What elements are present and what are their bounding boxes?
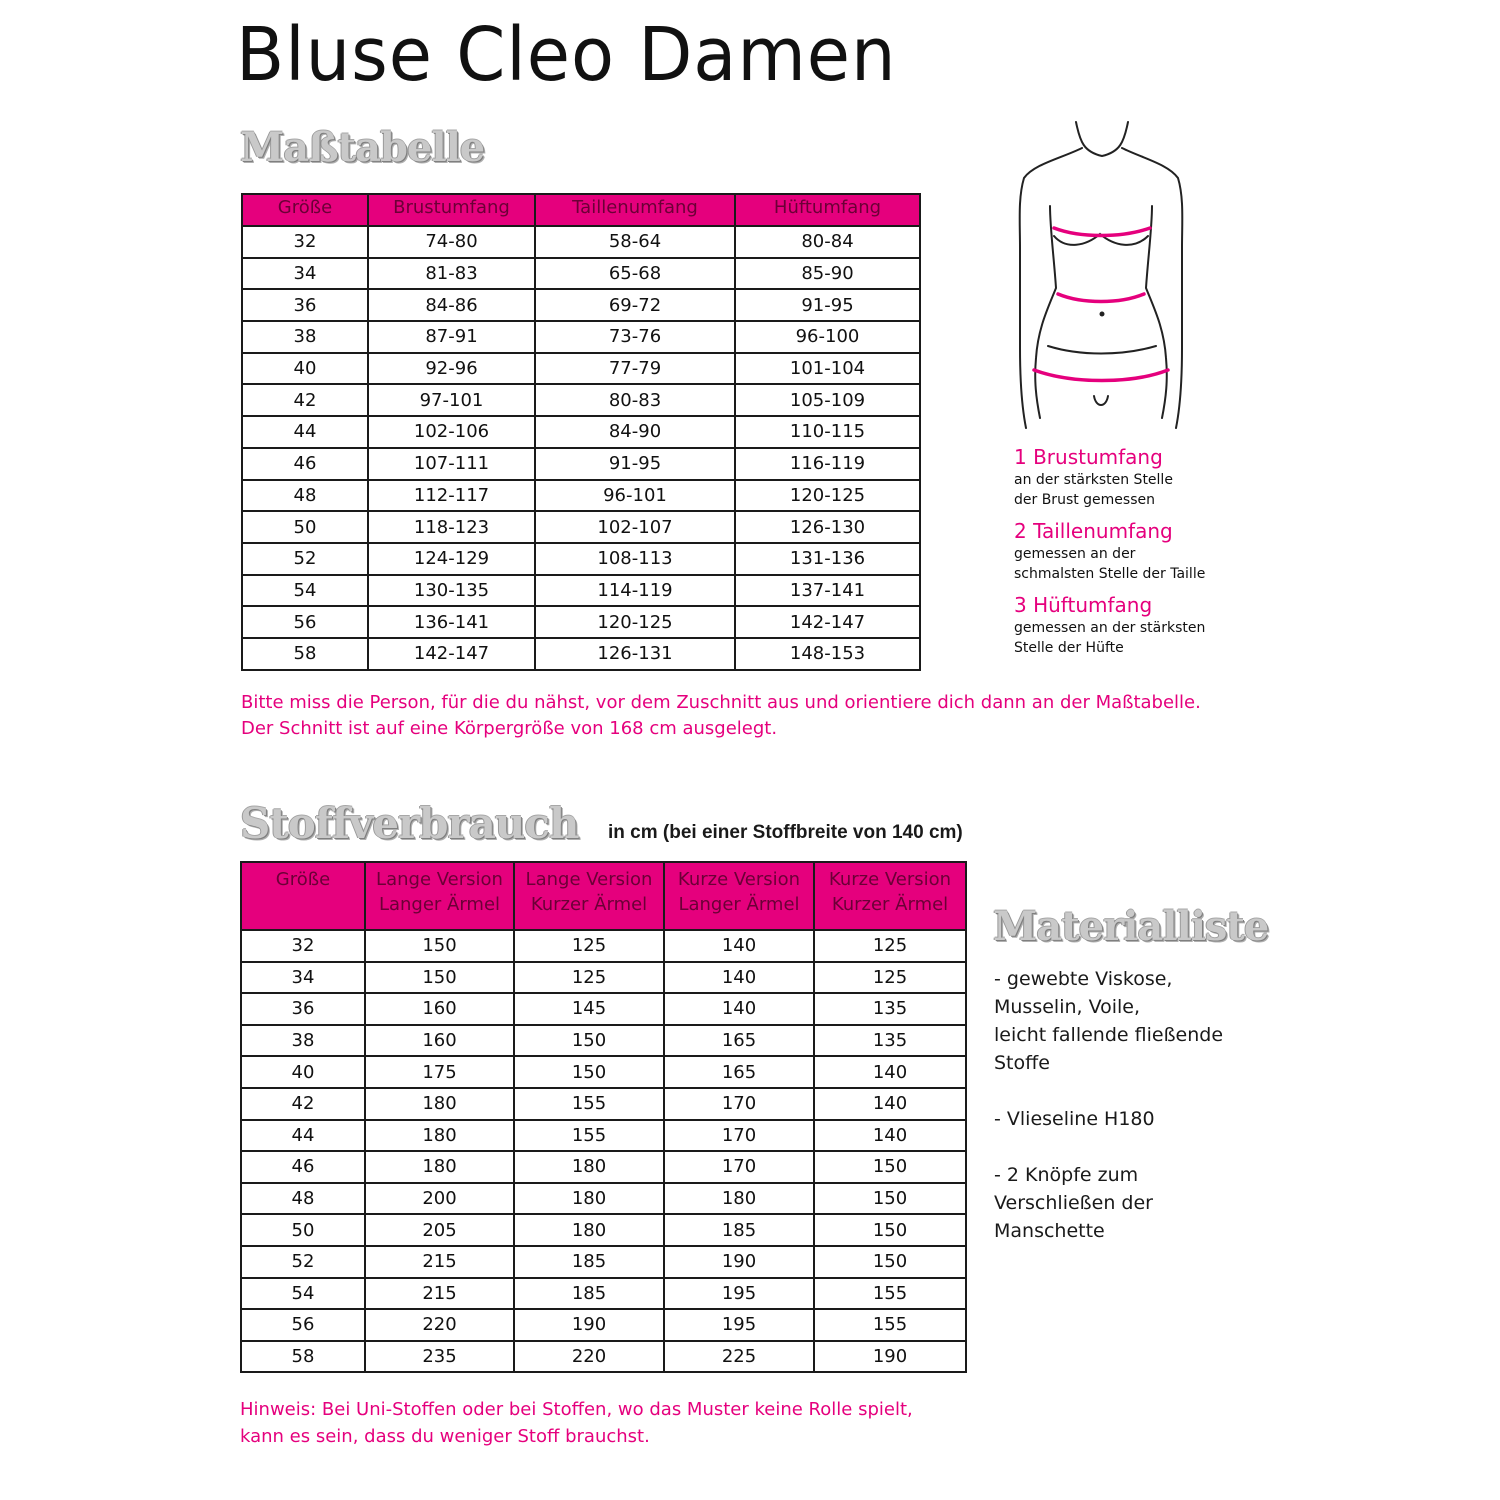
size-chart-row-cell: 84-86 bbox=[368, 289, 535, 321]
fabric-chart-row-cell: 155 bbox=[514, 1088, 664, 1120]
fabric-chart-row-cell: 220 bbox=[514, 1341, 664, 1373]
fabric-chart-unit-note: in cm (bei einer Stoffbreite von 140 cm) bbox=[608, 822, 963, 843]
size-chart-row-cell: 34 bbox=[242, 258, 368, 290]
size-chart-row-cell: 91-95 bbox=[735, 289, 920, 321]
legend-item-desc: schmalsten Stelle der Taille bbox=[1014, 566, 1206, 582]
page-title: Bluse Cleo Damen bbox=[236, 12, 897, 98]
size-chart-row-cell: 48 bbox=[242, 480, 368, 512]
fabric-chart-row bbox=[241, 1088, 966, 1120]
fabric-chart-row-cell: 200 bbox=[365, 1183, 514, 1215]
fabric-chart-row-cell: 50 bbox=[241, 1214, 365, 1246]
fabric-chart-table bbox=[240, 861, 967, 1373]
fabric-chart-row-cell: 155 bbox=[814, 1278, 966, 1310]
fabric-chart-row-cell: 140 bbox=[664, 930, 814, 962]
size-chart-row bbox=[242, 226, 920, 258]
fabric-header-line: Kurzer Ärmel bbox=[530, 894, 648, 915]
legend-item-desc: gemessen an der stärksten bbox=[1014, 620, 1206, 636]
waistband-outline bbox=[1048, 346, 1156, 354]
size-chart-note-line: Der Schnitt ist auf eine Körpergröße von 168 cm ausgelegt. bbox=[241, 718, 778, 739]
fabric-chart-row-cell: 180 bbox=[664, 1183, 814, 1215]
fabric-chart-row-cell: 180 bbox=[365, 1151, 514, 1183]
fabric-chart-row-cell: 150 bbox=[814, 1246, 966, 1278]
fabric-chart-row-cell: 150 bbox=[514, 1025, 664, 1057]
fabric-chart-row bbox=[241, 1214, 966, 1246]
fabric-chart-row-cell: 125 bbox=[814, 930, 966, 962]
fabric-chart-row-cell: 34 bbox=[241, 962, 365, 994]
size-chart-row-cell: 148-153 bbox=[735, 638, 920, 670]
fabric-header-line: Lange Version bbox=[525, 869, 653, 890]
fabric-chart-row-cell: 170 bbox=[664, 1151, 814, 1183]
size-chart-row-cell: 105-109 bbox=[735, 384, 920, 416]
fabric-chart-row-cell: 135 bbox=[814, 1025, 966, 1057]
fabric-header-line: Kurzer Ärmel bbox=[831, 894, 949, 915]
size-chart-heading: Maßtabelle bbox=[240, 124, 485, 171]
legend-item-desc: Stelle der Hüfte bbox=[1014, 640, 1124, 656]
size-chart-row-cell: 97-101 bbox=[368, 384, 535, 416]
fabric-chart-row-cell: 170 bbox=[664, 1088, 814, 1120]
size-chart-row-cell: 77-79 bbox=[535, 353, 735, 385]
fabric-chart-row-cell: 180 bbox=[365, 1120, 514, 1152]
fabric-chart-row bbox=[241, 1183, 966, 1215]
left-torso-outline bbox=[1035, 206, 1056, 418]
size-chart-row-cell: 80-84 bbox=[735, 226, 920, 258]
fabric-chart-row-cell: 58 bbox=[241, 1341, 365, 1373]
fabric-chart-row-cell: 190 bbox=[664, 1246, 814, 1278]
fabric-chart-header-cell bbox=[241, 862, 365, 930]
size-chart-row-cell: 74-80 bbox=[368, 226, 535, 258]
fabric-chart-row-cell: 155 bbox=[814, 1309, 966, 1341]
fabric-chart-row-cell: 46 bbox=[241, 1151, 365, 1183]
fabric-chart-header-row bbox=[241, 862, 966, 930]
size-chart-row-cell: 58 bbox=[242, 638, 368, 670]
size-chart-row-cell: 38 bbox=[242, 321, 368, 353]
size-chart-row-cell: 73-76 bbox=[535, 321, 735, 353]
fabric-chart-row-cell: 40 bbox=[241, 1056, 365, 1088]
size-chart-row-cell: 108-113 bbox=[535, 543, 735, 575]
legend-item-title: 2 Taillenumfang bbox=[1014, 519, 1173, 543]
fabric-chart-row-cell: 160 bbox=[365, 1025, 514, 1057]
size-chart-row-cell: 126-130 bbox=[735, 511, 920, 543]
size-chart-row-cell: 85-90 bbox=[735, 258, 920, 290]
fabric-chart-row bbox=[241, 962, 966, 994]
fabric-header-line: Langer Ärmel bbox=[678, 894, 800, 915]
size-chart-row-cell: 42 bbox=[242, 384, 368, 416]
size-chart-row bbox=[242, 543, 920, 575]
size-chart-row-cell: 112-117 bbox=[368, 480, 535, 512]
fabric-chart-row-cell: 44 bbox=[241, 1120, 365, 1152]
size-chart-row-cell: 87-91 bbox=[368, 321, 535, 353]
fabric-chart-row bbox=[241, 1341, 966, 1373]
legend-item-desc: an der stärksten Stelle bbox=[1014, 472, 1173, 488]
fabric-chart-row-cell: 150 bbox=[814, 1151, 966, 1183]
body-figure-illustration bbox=[1010, 118, 1190, 434]
size-chart-row-cell: 120-125 bbox=[535, 606, 735, 638]
material-item: - 2 Knöpfe zum Verschließen der Manschette bbox=[994, 1164, 1153, 1242]
size-chart-table bbox=[241, 193, 921, 671]
fabric-chart-row-cell: 185 bbox=[514, 1278, 664, 1310]
fabric-chart-row-cell: 195 bbox=[664, 1278, 814, 1310]
fabric-chart-row-cell: 225 bbox=[664, 1341, 814, 1373]
fabric-chart-row-cell: 140 bbox=[664, 962, 814, 994]
size-chart-row-cell: 80-83 bbox=[535, 384, 735, 416]
fabric-header-line: Lange Version bbox=[376, 869, 503, 890]
size-chart-row-cell: 116-119 bbox=[735, 448, 920, 480]
size-chart-row-cell: 44 bbox=[242, 416, 368, 448]
right-side-outline bbox=[1122, 148, 1182, 428]
size-chart-row bbox=[242, 321, 920, 353]
fabric-chart-row-cell: 185 bbox=[664, 1214, 814, 1246]
fabric-chart-header-cell bbox=[365, 862, 514, 930]
fabric-chart-row-cell: 195 bbox=[664, 1309, 814, 1341]
fabric-chart-row-cell: 54 bbox=[241, 1278, 365, 1310]
size-chart-row bbox=[242, 606, 920, 638]
legend-item-taillenumfang bbox=[1014, 518, 1205, 584]
size-chart-header-cell: Hüftumfang bbox=[735, 194, 920, 226]
size-chart-row-cell: 81-83 bbox=[368, 258, 535, 290]
fabric-chart-row-cell: 52 bbox=[241, 1246, 365, 1278]
size-chart-row-cell: 118-123 bbox=[368, 511, 535, 543]
hip-measure-line bbox=[1034, 370, 1168, 381]
size-chart-row-cell: 114-119 bbox=[535, 575, 735, 607]
size-chart-row-cell: 56 bbox=[242, 606, 368, 638]
size-chart-row-cell: 50 bbox=[242, 511, 368, 543]
fabric-chart-row-cell: 150 bbox=[365, 962, 514, 994]
size-chart-row bbox=[242, 384, 920, 416]
bust-measure-line bbox=[1054, 228, 1150, 236]
material-item: - Vlieseline H180 bbox=[994, 1108, 1155, 1130]
fabric-chart-row-cell: 125 bbox=[514, 962, 664, 994]
size-chart-row bbox=[242, 575, 920, 607]
fabric-chart-row-cell: 150 bbox=[814, 1183, 966, 1215]
fabric-chart-row bbox=[241, 1151, 966, 1183]
size-chart-row-cell: 69-72 bbox=[535, 289, 735, 321]
fabric-chart-row-cell: 180 bbox=[514, 1214, 664, 1246]
size-chart-row-cell: 96-100 bbox=[735, 321, 920, 353]
legend-item-desc: gemessen an der bbox=[1014, 546, 1136, 562]
fabric-chart-row-cell: 185 bbox=[514, 1246, 664, 1278]
legend-item-title: 3 Hüftumfang bbox=[1014, 593, 1153, 617]
size-chart-row-cell: 110-115 bbox=[735, 416, 920, 448]
neck-outline bbox=[1076, 122, 1128, 156]
material-item: - gewebte Viskose, Musselin, Voile, leicht fallende fließende Stoffe bbox=[994, 968, 1224, 1074]
fabric-chart-row bbox=[241, 1056, 966, 1088]
fabric-chart-heading: Stoffverbrauch bbox=[240, 799, 579, 848]
material-list-heading: Materialliste bbox=[993, 903, 1269, 950]
size-chart-row bbox=[242, 638, 920, 670]
fabric-chart-row-cell: 165 bbox=[664, 1025, 814, 1057]
fabric-chart-row-cell: 140 bbox=[814, 1120, 966, 1152]
size-chart-row bbox=[242, 448, 920, 480]
size-chart-row bbox=[242, 416, 920, 448]
size-chart-row-cell: 124-129 bbox=[368, 543, 535, 575]
fabric-header-line: Kurze Version bbox=[828, 869, 952, 890]
fabric-header-line: Größe bbox=[275, 869, 331, 890]
size-chart-row bbox=[242, 511, 920, 543]
fabric-chart-row bbox=[241, 1309, 966, 1341]
fabric-header-line: Langer Ärmel bbox=[378, 894, 501, 915]
left-side-outline bbox=[1020, 148, 1082, 428]
fabric-chart-row-cell: 145 bbox=[514, 993, 664, 1025]
fabric-chart-row-cell: 150 bbox=[514, 1056, 664, 1088]
fabric-chart-row bbox=[241, 930, 966, 962]
size-chart-row-cell: 102-106 bbox=[368, 416, 535, 448]
size-chart-row-cell: 120-125 bbox=[735, 480, 920, 512]
legend-item-title: 1 Brustumfang bbox=[1014, 445, 1163, 469]
fabric-chart-row bbox=[241, 1120, 966, 1152]
size-chart-row-cell: 131-136 bbox=[735, 543, 920, 575]
size-chart-row-cell: 130-135 bbox=[368, 575, 535, 607]
fabric-chart-row bbox=[241, 993, 966, 1025]
fabric-chart-row-cell: 150 bbox=[814, 1214, 966, 1246]
size-chart-row-cell: 142-147 bbox=[735, 606, 920, 638]
fabric-chart-row bbox=[241, 1025, 966, 1057]
size-chart-row-cell: 137-141 bbox=[735, 575, 920, 607]
fabric-hint-line: kann es sein, dass du weniger Stoff brauchst. bbox=[240, 1426, 650, 1447]
crotch-outline bbox=[1094, 396, 1108, 405]
fabric-chart-row-cell: 180 bbox=[365, 1088, 514, 1120]
fabric-chart-row-cell: 215 bbox=[365, 1278, 514, 1310]
size-chart-row bbox=[242, 353, 920, 385]
size-chart-row-cell: 101-104 bbox=[735, 353, 920, 385]
size-chart-row-cell: 54 bbox=[242, 575, 368, 607]
size-chart-row-cell: 92-96 bbox=[368, 353, 535, 385]
size-chart-row-cell: 107-111 bbox=[368, 448, 535, 480]
fabric-chart-row-cell: 205 bbox=[365, 1214, 514, 1246]
size-chart-row-cell: 46 bbox=[242, 448, 368, 480]
legend-item-hueftumfang bbox=[1014, 592, 1205, 658]
fabric-chart-row-cell: 36 bbox=[241, 993, 365, 1025]
size-chart-row bbox=[242, 258, 920, 290]
fabric-chart-header-cell bbox=[814, 862, 966, 930]
fabric-chart-row-cell: 190 bbox=[514, 1309, 664, 1341]
fabric-chart-row bbox=[241, 1246, 966, 1278]
fabric-chart-row-cell: 140 bbox=[814, 1056, 966, 1088]
fabric-chart-row-cell: 48 bbox=[241, 1183, 365, 1215]
fabric-chart-row-cell: 180 bbox=[514, 1183, 664, 1215]
fabric-chart-row-cell: 160 bbox=[365, 993, 514, 1025]
fabric-chart-row-cell: 32 bbox=[241, 930, 365, 962]
size-chart-row-cell: 36 bbox=[242, 289, 368, 321]
size-chart-note-line: Bitte miss die Person, für die du nähst, vor dem Zuschnitt aus und orientiere dich dann an der Maßtabelle. bbox=[241, 692, 1201, 713]
fabric-chart-row-cell: 180 bbox=[514, 1151, 664, 1183]
fabric-chart-row-cell: 150 bbox=[365, 930, 514, 962]
size-chart-row-cell: 91-95 bbox=[535, 448, 735, 480]
size-chart-row-cell: 96-101 bbox=[535, 480, 735, 512]
fabric-chart-row-cell: 140 bbox=[664, 993, 814, 1025]
fabric-header-line: Kurze Version bbox=[677, 869, 801, 890]
size-chart-header-cell: Brustumfang bbox=[368, 194, 535, 226]
fabric-chart-row-cell: 38 bbox=[241, 1025, 365, 1057]
size-chart-row bbox=[242, 289, 920, 321]
size-chart-row-cell: 142-147 bbox=[368, 638, 535, 670]
fabric-chart-row-cell: 170 bbox=[664, 1120, 814, 1152]
size-chart-row-cell: 32 bbox=[242, 226, 368, 258]
size-chart-row-cell: 58-64 bbox=[535, 226, 735, 258]
size-chart-row-cell: 52 bbox=[242, 543, 368, 575]
size-chart-row bbox=[242, 480, 920, 512]
fabric-chart-row-cell: 56 bbox=[241, 1309, 365, 1341]
fabric-chart-header-cell bbox=[664, 862, 814, 930]
size-chart-header-cell: Taillenumfang bbox=[535, 194, 735, 226]
fabric-chart-row-cell: 215 bbox=[365, 1246, 514, 1278]
waist-measure-line bbox=[1058, 294, 1144, 302]
fabric-chart-row-cell: 125 bbox=[514, 930, 664, 962]
size-chart-row-cell: 102-107 bbox=[535, 511, 735, 543]
fabric-chart-row-cell: 235 bbox=[365, 1341, 514, 1373]
fabric-chart-header-cell bbox=[514, 862, 664, 930]
fabric-hint-line: Hinweis: Bei Uni-Stoffen oder bei Stoffen, wo das Muster keine Rolle spielt, bbox=[240, 1399, 913, 1420]
size-chart-row-cell: 84-90 bbox=[535, 416, 735, 448]
fabric-chart-row-cell: 220 bbox=[365, 1309, 514, 1341]
fabric-chart-hint bbox=[240, 1396, 913, 1450]
measurement-legend bbox=[1014, 444, 1205, 666]
fabric-chart-row-cell: 125 bbox=[814, 962, 966, 994]
size-chart-row-cell: 65-68 bbox=[535, 258, 735, 290]
fabric-chart-row-cell: 165 bbox=[664, 1056, 814, 1088]
fabric-chart-row-cell: 155 bbox=[514, 1120, 664, 1152]
size-chart-header-cell: Größe bbox=[242, 194, 368, 226]
fabric-chart-row bbox=[241, 1278, 966, 1310]
size-chart-row-cell: 126-131 bbox=[535, 638, 735, 670]
fabric-chart-row-cell: 135 bbox=[814, 993, 966, 1025]
right-torso-outline bbox=[1146, 206, 1167, 418]
size-chart-note bbox=[241, 690, 1201, 742]
fabric-chart-row-cell: 175 bbox=[365, 1056, 514, 1088]
size-chart-header-row bbox=[242, 194, 920, 226]
fabric-chart-row-cell: 42 bbox=[241, 1088, 365, 1120]
legend-item-desc: der Brust gemessen bbox=[1014, 492, 1155, 508]
navel-mark bbox=[1100, 312, 1105, 317]
size-chart-row-cell: 40 bbox=[242, 353, 368, 385]
fabric-chart-row-cell: 140 bbox=[814, 1088, 966, 1120]
fabric-chart-row-cell: 190 bbox=[814, 1341, 966, 1373]
size-chart-row-cell: 136-141 bbox=[368, 606, 535, 638]
material-list bbox=[994, 965, 1294, 1273]
legend-item-brustumfang bbox=[1014, 444, 1205, 510]
